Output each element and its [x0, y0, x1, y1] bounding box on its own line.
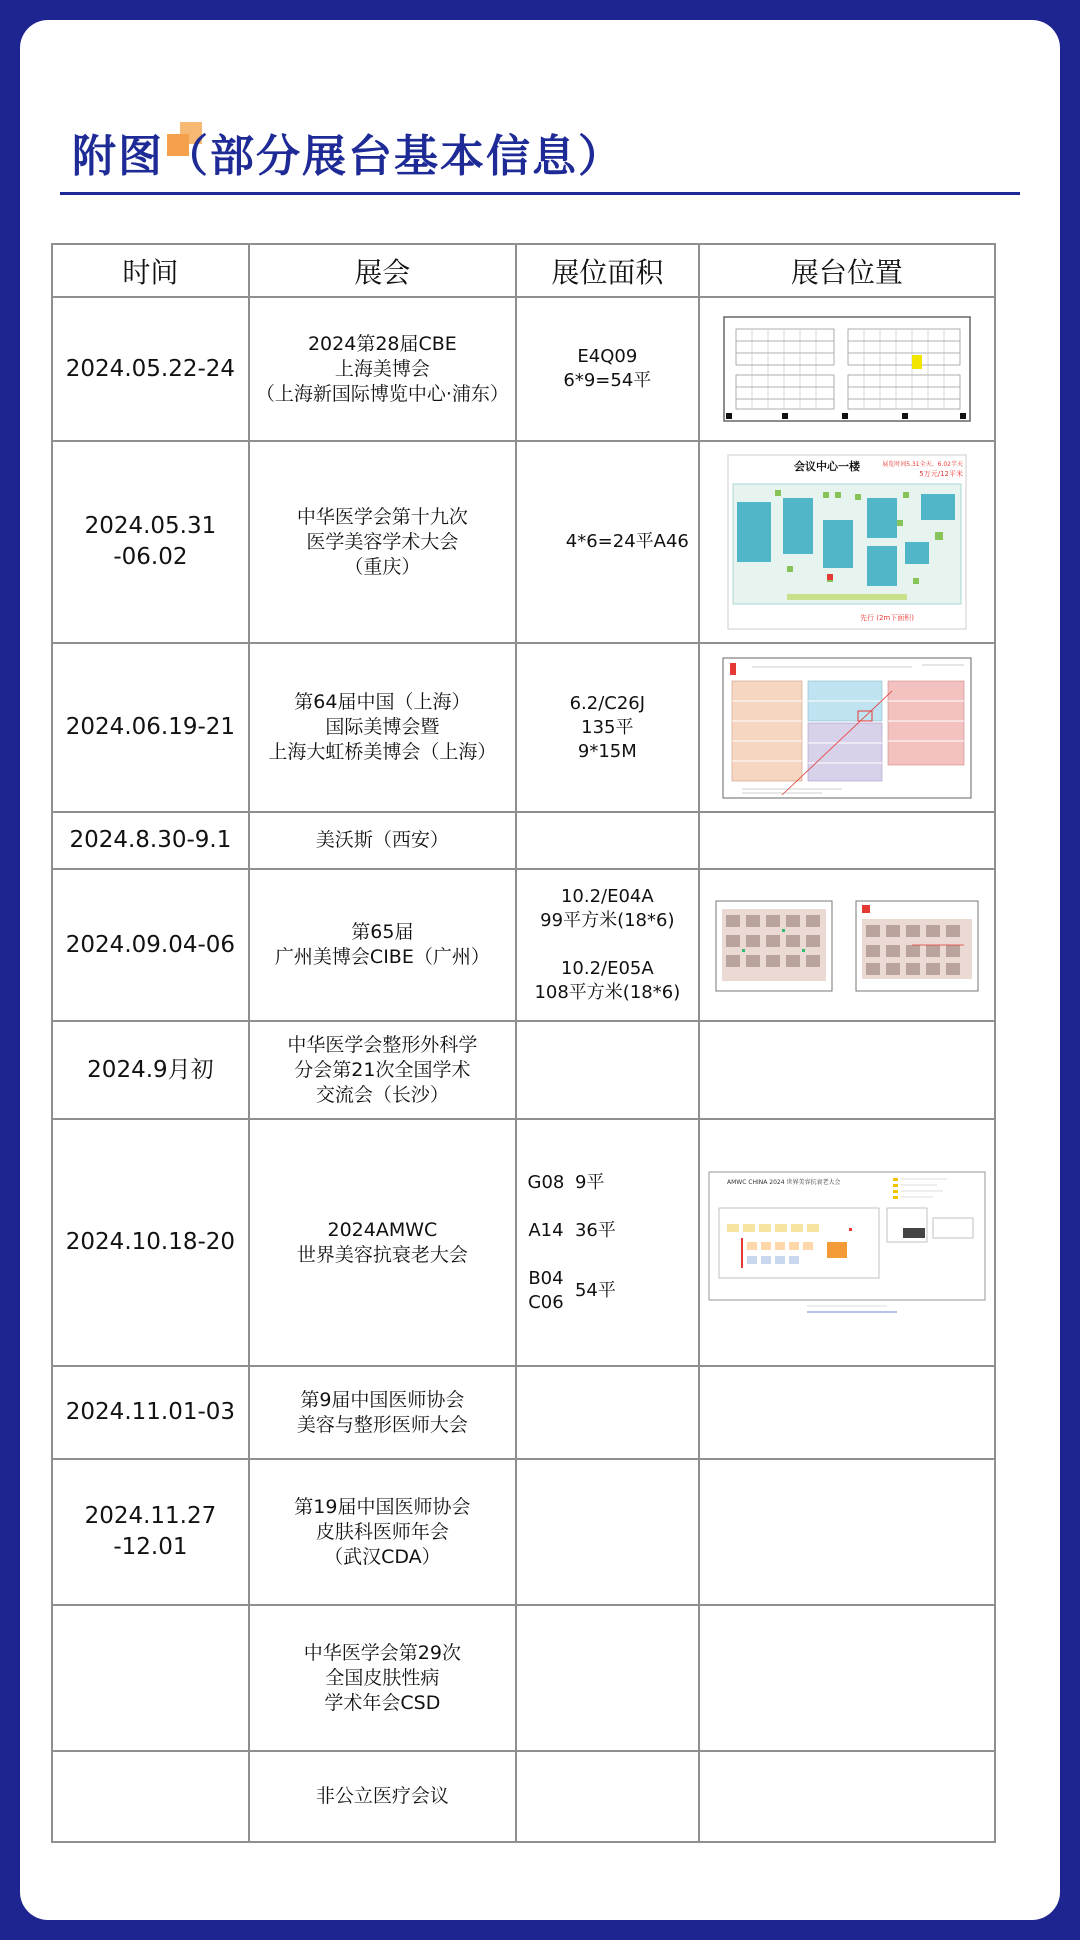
position-cell — [699, 1751, 995, 1842]
expo-cell: 中华医学会第十九次 医学美容学术大会 （重庆） — [249, 441, 516, 643]
floor-plan-amwc-image — [707, 1168, 987, 1318]
time-cell: 2024.9月初 — [52, 1021, 249, 1119]
position-cell — [699, 1605, 995, 1751]
expo-cell: 中华医学会整形外科学 分会第21次全国学术 交流会（长沙） — [249, 1021, 516, 1119]
table-row — [52, 1119, 995, 1366]
expo-cell: 第64届中国（上海） 国际美博会暨 上海大虹桥美博会（上海） — [249, 643, 516, 812]
page-title: 附图（部分展台基本信息） — [72, 131, 624, 182]
table-row — [52, 1459, 995, 1605]
time-cell: 2024.09.04-06 — [52, 869, 249, 1021]
area-cell — [516, 1119, 699, 1366]
area-cell — [516, 1751, 699, 1842]
table-row — [52, 1605, 995, 1751]
time-cell: 2024.10.18-20 — [52, 1119, 249, 1366]
area-cell — [516, 812, 699, 869]
table-row — [52, 643, 995, 812]
table-row — [52, 1366, 995, 1459]
booth-pair: A14 36平 — [528, 1219, 616, 1241]
table-row — [52, 869, 995, 1021]
header-time: 时间 — [52, 244, 249, 297]
position-cell — [699, 1021, 995, 1119]
floor-plan-conference-center-image — [727, 454, 967, 630]
area-cell — [516, 1366, 699, 1459]
table-row — [52, 441, 995, 643]
position-cell — [699, 1366, 995, 1459]
time-cell: 2024.05.22-24 — [52, 297, 249, 441]
table-header-row — [52, 244, 995, 297]
position-cell — [699, 812, 995, 869]
exhibition-table — [51, 243, 996, 1843]
position-cell — [699, 297, 995, 441]
position-cell — [699, 643, 995, 812]
table-row — [52, 1751, 995, 1842]
time-cell: 2024.11.27 -12.01 — [52, 1459, 249, 1605]
time-cell: 2024.11.01-03 — [52, 1366, 249, 1459]
table-row — [52, 1021, 995, 1119]
time-cell: 2024.8.30-9.1 — [52, 812, 249, 869]
area-cell — [516, 1605, 699, 1751]
expo-cell: 2024第28届CBE 上海美博会 （上海新国际博览中心·浦东） — [249, 297, 516, 441]
time-cell — [52, 1751, 249, 1842]
table-row — [52, 297, 995, 441]
floor-plan-hongqiao-image — [722, 657, 972, 799]
time-cell: 2024.05.31 -06.02 — [52, 441, 249, 643]
plan-title: 会议中心一楼 — [793, 460, 860, 473]
area-cell: 10.2/E04A 99平方米(18*6) 10.2/E05A 108平方米(18*6) — [516, 869, 699, 1021]
expo-cell: 2024AMWC 世界美容抗衰老大会 — [249, 1119, 516, 1366]
expo-cell: 第9届中国医师协会 美容与整形医师大会 — [249, 1366, 516, 1459]
header-expo: 展会 — [249, 244, 516, 297]
header-booth-area: 展位面积 — [516, 244, 699, 297]
plan-note-time: 展览时间5.31全天、6.02半天 — [882, 461, 963, 468]
area-cell: 6.2/C26J 135平 9*15M — [516, 643, 699, 812]
expo-cell: 非公立医疗会议 — [249, 1751, 516, 1842]
area-cell: E4Q09 6*9=54平 — [516, 297, 699, 441]
expo-cell: 中华医学会第29次 全国皮肤性病 学术年会CSD — [249, 1605, 516, 1751]
time-cell — [52, 1605, 249, 1751]
booth-pair: G08 9平 — [527, 1171, 605, 1193]
header-booth-position: 展台位置 — [699, 244, 995, 297]
title-divider — [60, 192, 1020, 195]
position-cell — [699, 1459, 995, 1605]
expo-cell: 第65届 广州美博会CIBE（广州） — [249, 869, 516, 1021]
table-row — [52, 812, 995, 869]
plan-note-price: 5万元/12平米 — [919, 470, 963, 478]
booth-pair: B04 C06 54平 — [528, 1267, 616, 1313]
area-cell — [516, 1021, 699, 1119]
expo-cell: 第19届中国医师协会 皮肤科医师年会 （武汉CDA） — [249, 1459, 516, 1605]
floor-plan-cbe-image — [722, 315, 972, 423]
plan-title: AMWC CHINA 2024 世界美容抗衰老大会 — [726, 1178, 841, 1186]
floor-plans-cibe-image — [712, 895, 982, 995]
plan-note-footer: 先行 (2m下面积) — [859, 614, 914, 622]
area-cell — [516, 1459, 699, 1605]
area-cell: 4*6=24平A46 — [516, 441, 699, 643]
time-cell: 2024.06.19-21 — [52, 643, 249, 812]
position-cell — [699, 1119, 995, 1366]
expo-cell: 美沃斯（西安） — [249, 812, 516, 869]
position-cell — [699, 441, 995, 643]
title-block — [72, 100, 972, 190]
position-cell — [699, 869, 995, 1021]
